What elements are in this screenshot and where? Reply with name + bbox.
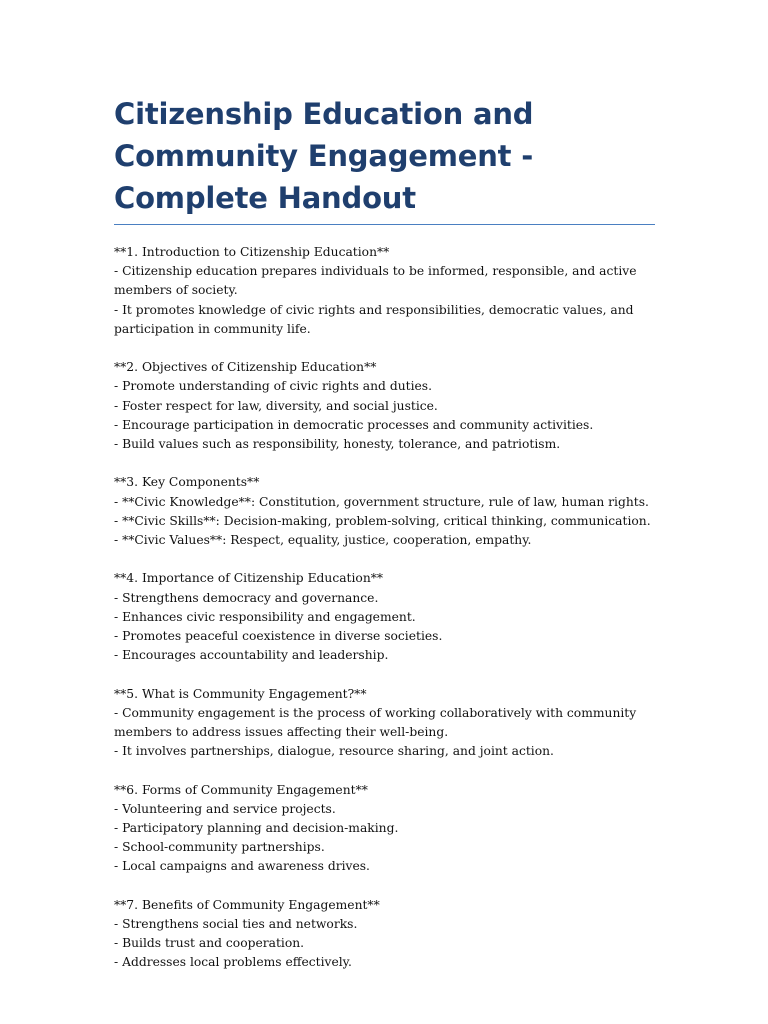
bullet-line: - **Civic Skills**: Decision-making, problem-solving, critical thinking, communication. (114, 513, 651, 528)
bullet-line: - Addresses local problems effectively. (114, 955, 352, 970)
bullet-line: - Builds trust and cooperation. (114, 936, 305, 951)
section-heading: **7. Benefits of Community Engagement** (114, 897, 380, 912)
bullet-line: - Citizenship education prepares individuals to be informed, responsible, and active members of society. (114, 264, 637, 298)
bullet-line: - It promotes knowledge of civic rights and responsibilities, democratic values, and participation in community life. (114, 302, 634, 336)
section-introduction (114, 243, 655, 339)
section-key-components (114, 473, 655, 550)
bullet-line: - Promotes peaceful coexistence in diverse societies. (114, 629, 443, 644)
bullet-line: - Foster respect for law, diversity, and social justice. (114, 398, 438, 413)
bullet-line: - Build values such as responsibility, honesty, tolerance, and patriotism. (114, 437, 561, 452)
section-importance (114, 569, 655, 665)
document-page (114, 93, 655, 992)
bullet-line: - Strengthens social ties and networks. (114, 917, 358, 932)
section-heading: **4. Importance of Citizenship Education** (114, 571, 384, 586)
bullet-line: - Participatory planning and decision-making. (114, 821, 399, 836)
bullet-line: - Encourage participation in democratic processes and community activities. (114, 417, 594, 432)
document-title: Citizenship Education and Community Engagement - Complete Handout (114, 93, 655, 225)
section-forms (114, 781, 655, 877)
bullet-line: - Encourages accountability and leadership. (114, 648, 389, 663)
bullet-line: - Local campaigns and awareness drives. (114, 859, 370, 874)
section-community-engagement (114, 685, 655, 762)
bullet-line: - It involves partnerships, dialogue, resource sharing, and joint action. (114, 744, 554, 759)
section-heading: **6. Forms of Community Engagement** (114, 782, 368, 797)
section-heading: **2. Objectives of Citizenship Education** (114, 360, 377, 375)
section-heading: **1. Introduction to Citizenship Education** (114, 245, 390, 259)
section-heading: **5. What is Community Engagement?** (114, 686, 367, 701)
document-body (114, 243, 655, 973)
bullet-line: - **Civic Values**: Respect, equality, justice, cooperation, empathy. (114, 533, 532, 548)
section-objectives (114, 358, 655, 454)
bullet-line: - Promote understanding of civic rights and duties. (114, 379, 433, 394)
bullet-line: - Strengthens democracy and governance. (114, 590, 379, 605)
bullet-line: - Enhances civic responsibility and engagement. (114, 609, 416, 624)
bullet-line: - School-community partnerships. (114, 840, 325, 855)
section-heading: **3. Key Components** (114, 475, 260, 490)
bullet-line: - Volunteering and service projects. (114, 801, 336, 816)
bullet-line: - **Civic Knowledge**: Constitution, government structure, rule of law, human rights. (114, 494, 649, 509)
bullet-line: - Community engagement is the process of working collaboratively with community members to address issues affecting their well-being. (114, 705, 637, 740)
section-benefits (114, 896, 655, 973)
